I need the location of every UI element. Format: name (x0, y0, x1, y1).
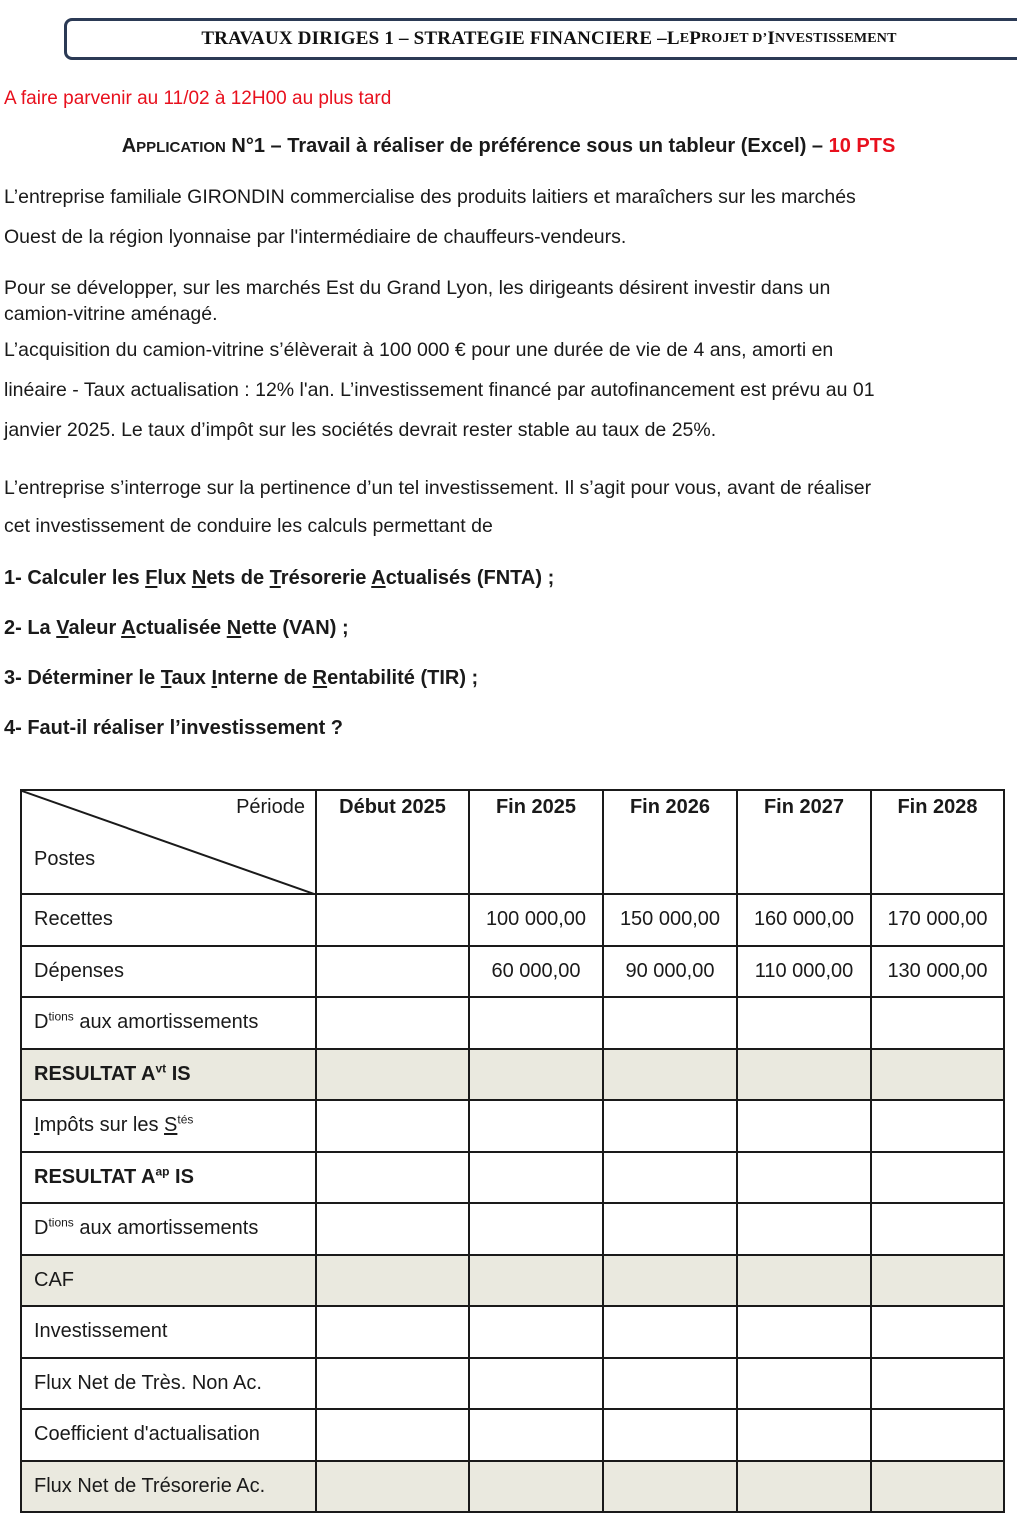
row-label: $D^{tions}$ aux amortissements (21, 1203, 316, 1255)
table-cell[interactable] (603, 1100, 737, 1152)
table-cell[interactable]: 100 000,00 (469, 894, 603, 946)
column-header: Début 2025 (316, 790, 469, 894)
table-cell[interactable] (737, 1203, 871, 1255)
table-cell[interactable] (316, 1358, 469, 1410)
table-row-resultat-apres-is (21, 1152, 1004, 1204)
table-cell[interactable] (737, 1255, 871, 1307)
table-cell[interactable] (871, 1358, 1004, 1410)
table-cell[interactable] (603, 997, 737, 1049)
table-cell[interactable] (737, 1049, 871, 1101)
table-cell[interactable] (316, 1255, 469, 1307)
table-row-investissement (21, 1306, 1004, 1358)
table-cell[interactable] (737, 1152, 871, 1204)
table-cell[interactable] (603, 1306, 737, 1358)
row-label: Investissement (21, 1306, 316, 1358)
table-cell[interactable] (737, 1461, 871, 1513)
paragraph-3-line-2: linéaire - Taux actualisation : 12% l'an. L’investissement financé par autofinancement est prévu au 01 (4, 379, 875, 401)
table-cell[interactable] (469, 1255, 603, 1307)
table-row-dotations-2 (21, 1203, 1004, 1255)
row-label: CAF (21, 1255, 316, 1307)
column-header: Fin 2025 (469, 790, 603, 894)
table-cell[interactable] (469, 1409, 603, 1461)
table-row-impots (21, 1100, 1004, 1152)
table-cell[interactable] (316, 1306, 469, 1358)
table-cell[interactable]: 130 000,00 (871, 946, 1004, 998)
question-2: 2- La Valeur Actualisée Nette (VAN) ; (4, 617, 349, 639)
table-cell[interactable] (469, 1100, 603, 1152)
application-cap: A (121, 135, 137, 157)
row-label: Flux Net de Trésorerie Ac. (21, 1461, 316, 1513)
table-cell[interactable] (316, 1203, 469, 1255)
table-cell[interactable] (316, 1049, 469, 1101)
table-cell[interactable] (871, 1255, 1004, 1307)
table-cell[interactable] (603, 1152, 737, 1204)
column-header: Fin 2027 (737, 790, 871, 894)
table-cell[interactable] (469, 1461, 603, 1513)
application-small: PPLICATION (136, 139, 226, 156)
question-3: 3- Déterminer le Taux Interne de Rentabilité (TIR) ; (4, 667, 479, 689)
question-4: 4- Faut-il réaliser l’investissement ? (4, 717, 344, 739)
investment-table (20, 789, 1005, 1513)
paragraph-1-line-2: Ouest de la région lyonnaise par l'intermédiaire de chauffeurs-vendeurs. (4, 226, 627, 248)
title-sub-rojet: ROJET D’ (701, 31, 768, 46)
table-cell[interactable]: 170 000,00 (871, 894, 1004, 946)
table-cell[interactable]: 150 000,00 (603, 894, 737, 946)
corner-postes-label: Postes (34, 848, 96, 870)
title-sub-nv: NVESTISSEMENT (775, 31, 897, 46)
table-cell[interactable] (737, 1409, 871, 1461)
application-points: 10 PTS (828, 135, 896, 157)
table-cell[interactable] (871, 1461, 1004, 1513)
table-cell[interactable] (737, 1306, 871, 1358)
row-label: $D^{tions}$ aux amortissements (21, 997, 316, 1049)
row-label: Impôts sur les $S^{tés}$ (21, 1100, 316, 1152)
table-cell[interactable] (469, 1306, 603, 1358)
table-cell[interactable] (871, 1306, 1004, 1358)
title-sub-i: I (767, 28, 776, 49)
corner-periode-label: Période (236, 796, 305, 818)
title-main: TRAVAUX DIRIGES 1 – STRATEGIE FINANCIERE – (201, 28, 667, 49)
table-cell[interactable] (603, 1358, 737, 1410)
table-cell[interactable] (871, 1100, 1004, 1152)
paragraph-3-line-1: L’acquisition du camion-vitrine s’élèverait à 100 000 € pour une durée de vie de 4 ans, amorti en (4, 339, 834, 361)
table-cell[interactable] (871, 997, 1004, 1049)
row-label: Dépenses (21, 946, 316, 998)
table-row-caf (21, 1255, 1004, 1307)
application-text: N°1 – Travail à réaliser de préférence sous un tableur (Excel) – (225, 135, 829, 157)
table-cell[interactable] (469, 1152, 603, 1204)
table-cell[interactable] (871, 1049, 1004, 1101)
table-cell[interactable]: 110 000,00 (737, 946, 871, 998)
paragraph-3-line-3: janvier 2025. Le taux d’impôt sur les sociétés devrait rester stable au taux de 25%. (4, 419, 717, 441)
question-1: 1- Calculer les Flux Nets de Trésorerie Actualisés (FNTA) ; (4, 567, 555, 589)
table-cell[interactable] (603, 1461, 737, 1513)
paragraph-2-line-2: camion-vitrine aménagé. (4, 303, 218, 325)
table-cell[interactable] (603, 1409, 737, 1461)
paragraph-1-line-1: L’entreprise familiale GIRONDIN commercialise des produits laitiers et maraîchers sur les marchés (4, 186, 856, 208)
row-label: RESULTAT $A^{vt}$ IS (21, 1049, 316, 1101)
title-sub-p: P (689, 28, 702, 49)
table-cell[interactable] (316, 1409, 469, 1461)
table-row-dotations-1 (21, 997, 1004, 1049)
table-corner-cell (21, 790, 316, 894)
document-title (64, 18, 1017, 60)
table-cell[interactable]: 60 000,00 (469, 946, 603, 998)
table-cell[interactable] (871, 1203, 1004, 1255)
table-header-row (21, 790, 1004, 894)
table-cell[interactable] (603, 1255, 737, 1307)
row-label: Recettes (21, 894, 316, 946)
table-cell[interactable] (316, 1461, 469, 1513)
deadline-note: A faire parvenir au 11/02 à 12H00 au plus tard (4, 88, 392, 109)
table-cell[interactable] (469, 1049, 603, 1101)
table-cell[interactable] (469, 1358, 603, 1410)
table-cell[interactable] (316, 894, 469, 946)
table-cell[interactable] (316, 1152, 469, 1204)
column-header: Fin 2026 (603, 790, 737, 894)
table-row-depenses (21, 946, 1004, 998)
table-cell[interactable]: 90 000,00 (603, 946, 737, 998)
paragraph-4-line-2: cet investissement de conduire les calculs permettant de (4, 515, 493, 537)
table-cell[interactable] (603, 1203, 737, 1255)
table-row-flux-net-non-actualise (21, 1358, 1004, 1410)
table-cell[interactable]: 160 000,00 (737, 894, 871, 946)
application-heading (0, 135, 1017, 158)
row-label: Flux Net de Très. Non Ac. (21, 1358, 316, 1410)
table-row-flux-net-actualise (21, 1461, 1004, 1513)
table-row-coefficient (21, 1409, 1004, 1461)
title-sub-l: L (666, 28, 680, 49)
title-sub-e: E (679, 31, 690, 46)
column-header: Fin 2028 (871, 790, 1004, 894)
paragraph-4-line-1: L’entreprise s’interroge sur la pertinence d’un tel investissement. Il s’agit pour vous, avant de réaliser (4, 477, 872, 499)
row-label: RESULTAT $A^{ap}$ IS (21, 1152, 316, 1204)
paragraph-2-line-1: Pour se développer, sur les marchés Est du Grand Lyon, les dirigeants désirent investir dans un (4, 277, 831, 299)
table-cell[interactable] (316, 997, 469, 1049)
table-row-recettes (21, 894, 1004, 946)
table-cell[interactable] (737, 1358, 871, 1410)
table-cell[interactable] (316, 1100, 469, 1152)
row-label: Coefficient d'actualisation (21, 1409, 316, 1461)
table-cell[interactable] (469, 1203, 603, 1255)
table-cell[interactable] (871, 1152, 1004, 1204)
table-row-resultat-avant-is (21, 1049, 1004, 1101)
table-cell[interactable] (316, 946, 469, 998)
table-cell[interactable] (737, 997, 871, 1049)
table-cell[interactable] (737, 1100, 871, 1152)
table-cell[interactable] (603, 1049, 737, 1101)
table-cell[interactable] (469, 997, 603, 1049)
table-cell[interactable] (871, 1409, 1004, 1461)
